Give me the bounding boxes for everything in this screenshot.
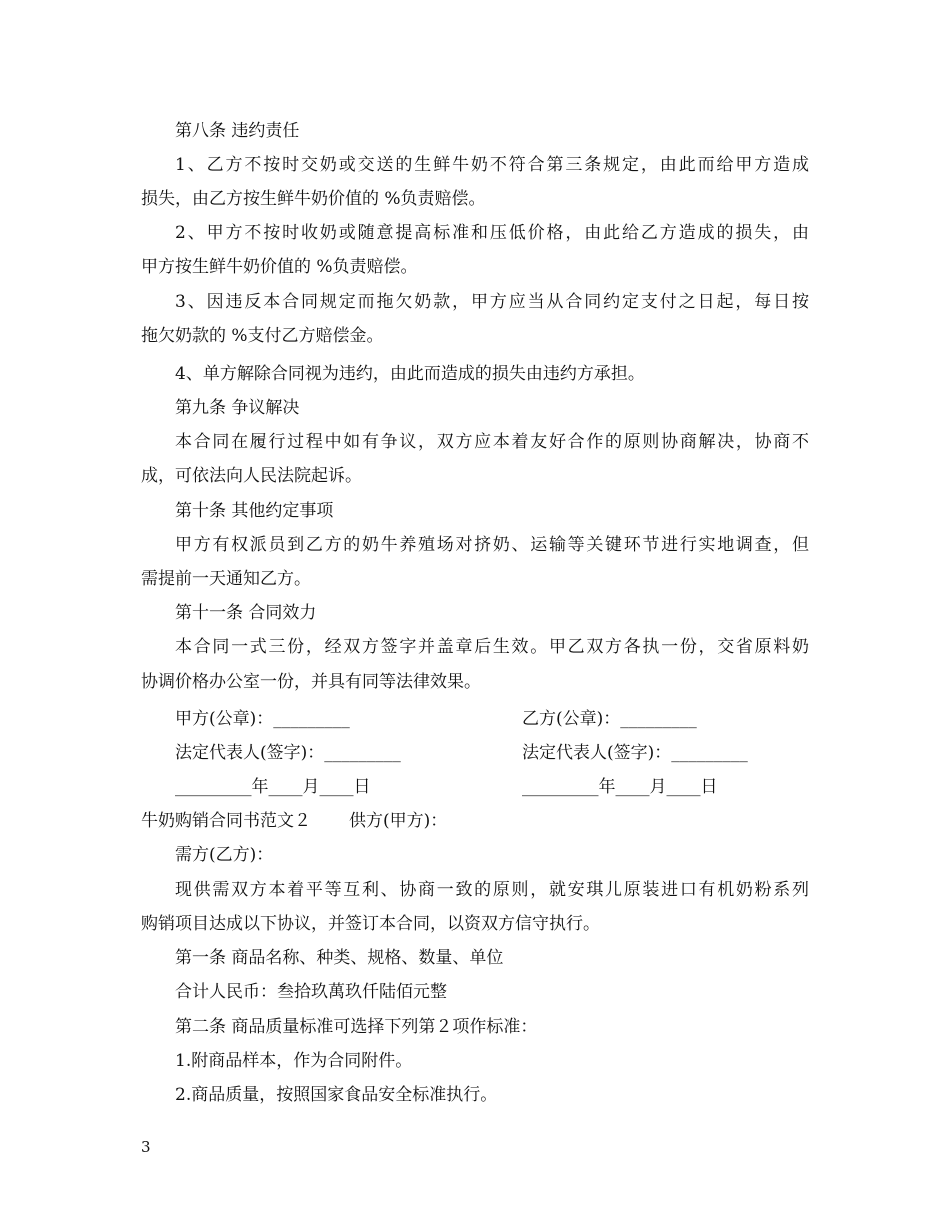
article-8-item-3-line-2: 拖欠奶款的 %支付乙方赔偿金。	[141, 326, 384, 346]
article-8-item-2-line-1: 2、甲方不按时收奶或随意提高标准和压低价格，由此给乙方造成的损失，由	[175, 223, 809, 243]
party-a-date: _________年____月____日	[175, 777, 371, 797]
article-11-heading: 第十一条 合同效力	[175, 603, 317, 623]
article-9-line-1: 本合同在履行过程中如有争议，双方应本着友好合作的原则协商解决，协商不	[175, 432, 809, 452]
article-11-line-1: 本合同一式三份，经双方签字并盖章后生效。甲乙双方各执一份，交省原料奶	[175, 637, 809, 657]
contract-2-total: 合计人民币：叁拾玖萬玖仟陆佰元整	[175, 982, 447, 1002]
article-9-line-2: 成，可依法向人民法院起诉。	[141, 466, 362, 486]
article-8-item-1-line-2: 损失，由乙方按生鲜牛奶价值的 %负责赔偿。	[141, 189, 486, 209]
contract-2-article-1-heading: 第一条 商品名称、种类、规格、数量、单位	[175, 948, 504, 968]
article-8-heading: 第八条 违约责任	[175, 121, 300, 141]
party-b-seal: 乙方(公章)：_________	[522, 709, 697, 729]
contract-2-title: 牛奶购销合同书范文２	[141, 811, 311, 831]
contract-2-title-row	[141, 804, 809, 838]
party-b-date: _________年____月____日	[522, 777, 718, 797]
party-a-seal: 甲方(公章)：_________	[175, 709, 350, 729]
article-8-item-4: 4、单方解除合同视为违约，由此而造成的损失由违约方承担。	[175, 364, 645, 384]
article-10-line-1: 甲方有权派员到乙方的奶牛养殖场对挤奶、运输等关键环节进行实地调查，但	[175, 535, 809, 555]
contract-2-article-2-item-1: 1.附商品样本，作为合同附件。	[175, 1051, 413, 1071]
article-9-heading: 第九条 争议解决	[175, 398, 300, 418]
article-8-item-3-line-1: 3、因违反本合同规定而拖欠奶款，甲方应当从合同约定支付之日起，每日按	[175, 292, 809, 312]
contract-2-intro-line-2: 购销项目达成以下协议，并签订本合同，以资双方信守执行。	[141, 914, 600, 934]
contract-2-article-2-heading: 第二条 商品质量标准可选择下列第２项作标准：	[175, 1017, 538, 1037]
article-10-line-2: 需提前一天通知乙方。	[141, 569, 311, 589]
page-number: 3	[141, 1138, 151, 1156]
supplier-label: 供方(甲方)：	[349, 811, 448, 831]
article-8-item-1-line-1: 1、乙方不按时交奶或交送的生鲜牛奶不符合第三条规定，由此而给甲方造成	[175, 155, 809, 175]
party-b-representative: 法定代表人(签字)：_________	[522, 743, 748, 763]
party-a-representative: 法定代表人(签字)：_________	[175, 743, 401, 763]
contract-2-intro-line-1: 现供需双方本着平等互利、协商一致的原则，就安琪儿原装进口有机奶粉系列	[175, 880, 809, 900]
article-11-line-2: 协调价格办公室一份，并具有同等法律效果。	[141, 672, 481, 692]
article-8-item-2-line-2: 甲方按生鲜牛奶价值的 %负责赔偿。	[141, 257, 418, 277]
contract-2-article-2-item-2: 2.商品质量，按照国家食品安全标准执行。	[175, 1085, 498, 1105]
buyer-label: 需方(乙方)：	[175, 845, 274, 865]
article-10-heading: 第十条 其他约定事项	[175, 501, 334, 521]
